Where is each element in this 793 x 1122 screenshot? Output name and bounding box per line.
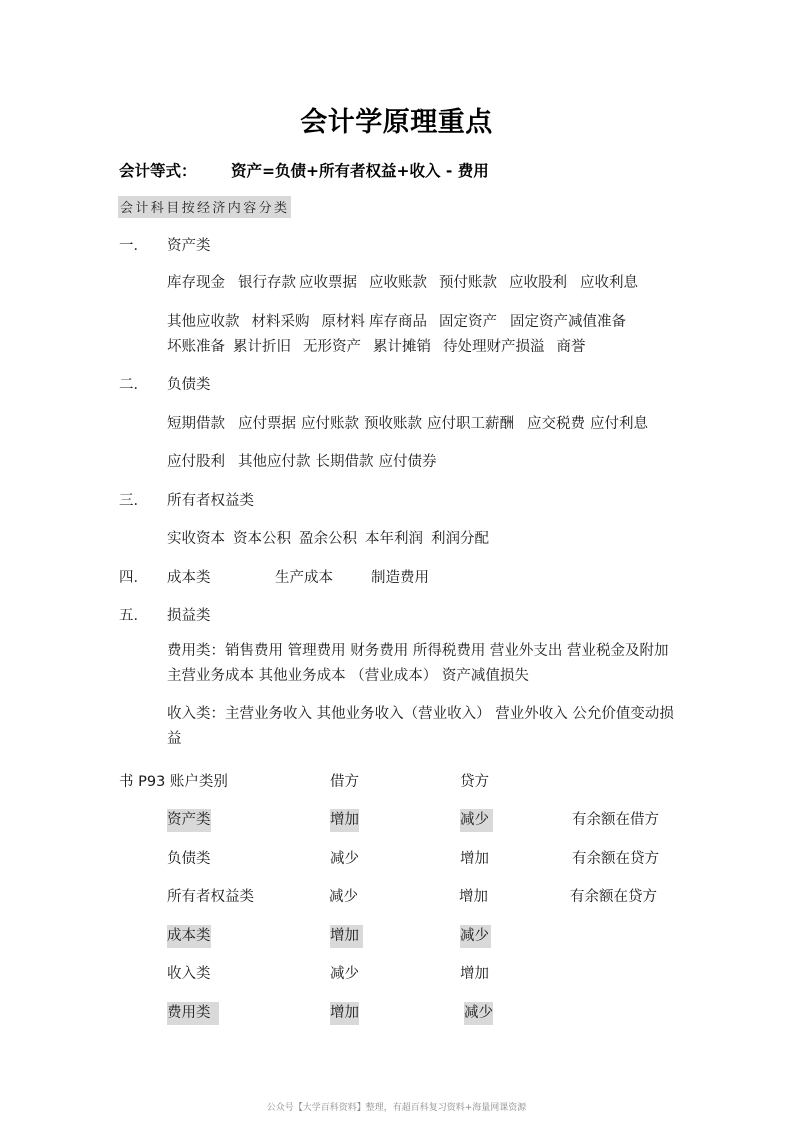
account-term: 实收资本 bbox=[167, 531, 225, 547]
section-number-3: 三． bbox=[119, 493, 148, 509]
account-term: 库存商品 bbox=[369, 314, 427, 330]
account-term: 应付债券 bbox=[378, 454, 437, 470]
account-term: 其他应付款 bbox=[238, 454, 311, 470]
account-term: 应收股利 bbox=[509, 275, 567, 291]
cost-item-manufacturing: 制造费用 bbox=[371, 570, 429, 586]
row-category-cell bbox=[167, 1001, 219, 1022]
account-term: 应收利息 bbox=[580, 275, 638, 291]
row-category: 负债类 bbox=[167, 851, 211, 867]
liabilities-line-1 bbox=[167, 412, 659, 433]
income-accounts-paragraph: 收入类：主营业务收入 其他业务收入（营业收入） 营业外收入 公允价值变动损益 bbox=[167, 706, 674, 747]
cost-item-production: 生产成本 bbox=[275, 570, 333, 586]
row-category-cell bbox=[167, 924, 211, 945]
account-term: 库存现金 bbox=[167, 275, 225, 291]
account-term: 应收账款 bbox=[369, 275, 427, 291]
account-term: 其他应收款 bbox=[167, 314, 240, 330]
account-term: 短期借款 bbox=[167, 416, 225, 432]
row-category: 成本类 bbox=[167, 925, 211, 948]
account-term: 应交税费 bbox=[527, 416, 585, 432]
section-number-4: 四． bbox=[119, 570, 148, 586]
account-term: 预付账款 bbox=[439, 275, 497, 291]
page-title: 会计学原理重点 bbox=[300, 107, 493, 138]
account-term: 商誉 bbox=[556, 339, 586, 355]
account-term: 长期借款 bbox=[315, 454, 374, 470]
row-category: 资产类 bbox=[167, 809, 211, 832]
row-credit: 减少 bbox=[460, 925, 491, 948]
row-credit-cell bbox=[460, 808, 493, 829]
row-category: 收入类 bbox=[167, 966, 211, 982]
account-term: 预收账款 bbox=[364, 416, 422, 432]
account-term: 利润分配 bbox=[431, 531, 489, 547]
liabilities-line-2 bbox=[167, 450, 448, 471]
account-term: 应收票据 bbox=[299, 275, 357, 291]
equity-line-1 bbox=[167, 527, 500, 548]
section-number-2: 二． bbox=[119, 377, 148, 393]
row-debit: 减少 bbox=[330, 966, 359, 982]
row-category: 费用类 bbox=[167, 1002, 219, 1025]
account-term: 资本公积 bbox=[233, 531, 291, 547]
row-debit: 增加 bbox=[330, 1002, 359, 1025]
row-debit: 减少 bbox=[329, 889, 358, 905]
row-credit: 增加 bbox=[459, 889, 488, 905]
assets-line-3 bbox=[167, 335, 597, 356]
account-term: 银行存款 bbox=[238, 275, 296, 291]
row-credit-cell bbox=[460, 924, 491, 945]
row-debit-cell bbox=[330, 924, 363, 945]
table-header-debit: 借方 bbox=[330, 774, 359, 790]
row-credit: 减少 bbox=[460, 809, 493, 832]
account-term: 应付票据 bbox=[238, 416, 296, 432]
account-term: 本年利润 bbox=[365, 531, 423, 547]
assets-line-1 bbox=[167, 271, 649, 292]
account-term: 待处理财产损溢 bbox=[443, 339, 545, 355]
table-header-category: 书 P93 账户类别 bbox=[119, 774, 228, 790]
account-term: 原材料 bbox=[321, 314, 365, 330]
row-debit: 减少 bbox=[330, 851, 359, 867]
row-debit: 增加 bbox=[330, 809, 359, 832]
row-balance: 有余额在贷方 bbox=[572, 851, 659, 867]
row-credit: 减少 bbox=[464, 1002, 493, 1025]
expense-accounts-paragraph: 费用类：销售费用 管理费用 财务费用 所得税费用 营业外支出 营业税金及附加 主营业务成本 其他业务成本 （营业成本） 资产减值损失 bbox=[167, 643, 669, 684]
row-category: 所有者权益类 bbox=[167, 889, 254, 905]
account-term: 应付股利 bbox=[167, 454, 225, 470]
account-term: 应付利息 bbox=[590, 416, 648, 432]
section-title-cost: 成本类 bbox=[167, 570, 211, 586]
table-header-credit: 贷方 bbox=[460, 774, 489, 790]
table-row bbox=[167, 808, 211, 829]
section-title-profit-loss: 损益类 bbox=[167, 608, 211, 624]
account-term: 应付职工薪酬 bbox=[427, 416, 514, 432]
account-term: 材料采购 bbox=[251, 314, 310, 330]
row-balance: 有余额在贷方 bbox=[570, 889, 657, 905]
row-debit-cell bbox=[330, 808, 359, 829]
row-credit: 增加 bbox=[460, 851, 489, 867]
section-number-1: 一． bbox=[119, 238, 148, 254]
section-number-5: 五． bbox=[119, 608, 148, 624]
section-title-liabilities: 负债类 bbox=[167, 377, 211, 393]
account-term: 累计折旧 bbox=[233, 339, 291, 355]
account-term: 应付账款 bbox=[301, 416, 359, 432]
account-term: 固定资产 bbox=[439, 314, 497, 330]
row-debit: 增加 bbox=[330, 925, 363, 948]
row-credit-cell bbox=[464, 1001, 493, 1022]
accounting-equation bbox=[119, 159, 489, 181]
footer-note: 公众号【大学百科资料】整理，有超百科复习资料+海量网课资源 bbox=[266, 1103, 527, 1113]
account-term: 坏账准备 bbox=[167, 339, 225, 355]
account-term: 累计摊销 bbox=[373, 339, 431, 355]
equation-label: 会计等式： bbox=[119, 162, 197, 180]
account-term: 无形资产 bbox=[303, 339, 361, 355]
equation-formula: 资产=负债+所有者权益+收入 - 费用 bbox=[231, 162, 489, 180]
account-term: 盈余公积 bbox=[299, 531, 357, 547]
row-credit: 增加 bbox=[460, 966, 489, 982]
section-title-assets: 资产类 bbox=[167, 238, 211, 254]
row-balance: 有余额在借方 bbox=[572, 812, 659, 828]
row-debit-cell bbox=[330, 1001, 359, 1022]
account-term: 固定资产减值准备 bbox=[510, 314, 626, 330]
classification-subheading: 会计科目按经济内容分类 bbox=[118, 196, 291, 218]
section-title-equity: 所有者权益类 bbox=[167, 493, 254, 509]
assets-line-2 bbox=[167, 310, 637, 331]
